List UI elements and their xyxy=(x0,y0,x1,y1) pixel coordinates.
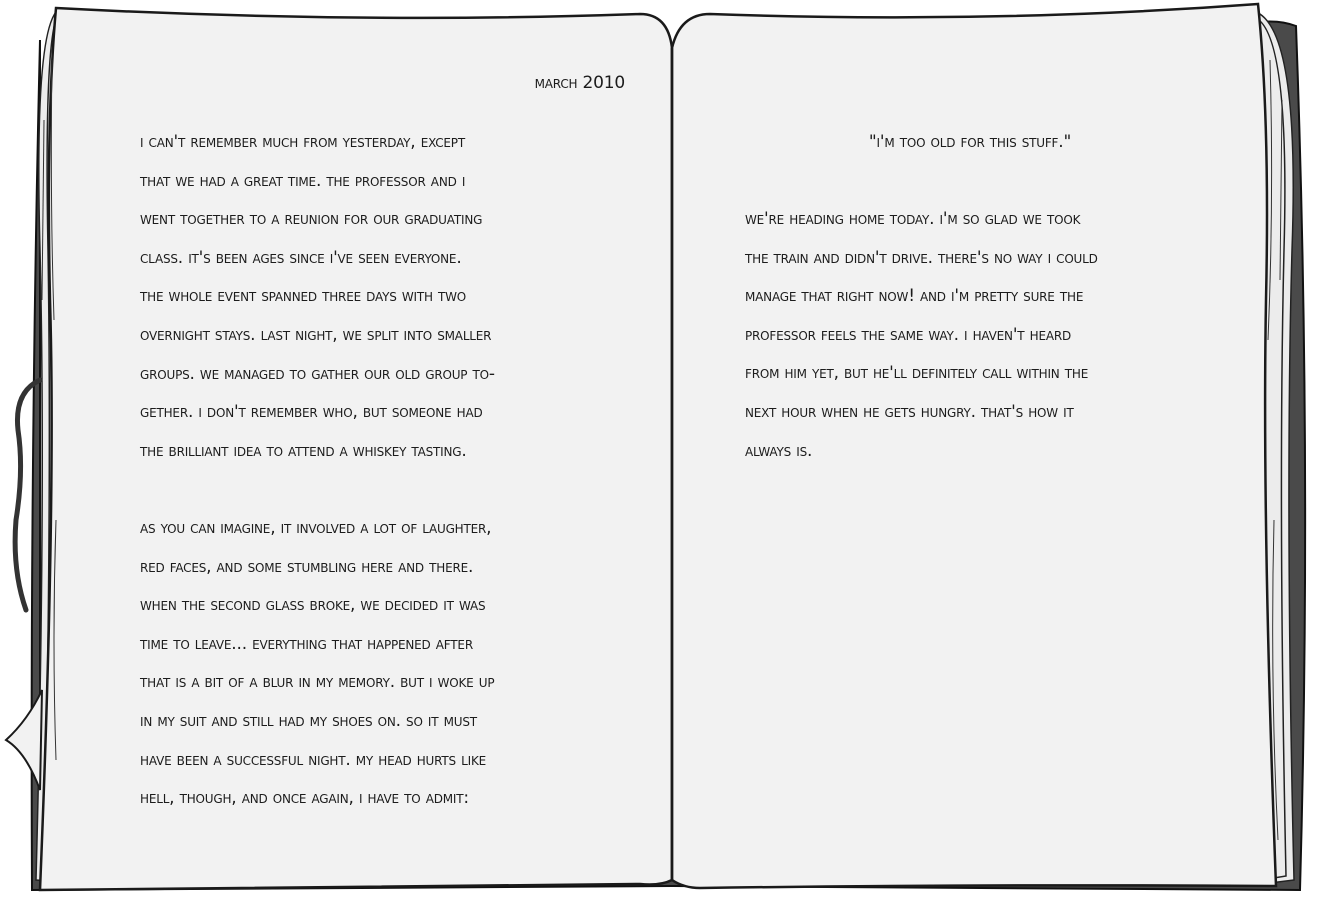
text-line: that is a bit of a blur in my memory. but i woke up xyxy=(140,672,495,693)
text-line: manage that right now! and i'm pretty sure the xyxy=(745,286,1084,307)
text-line: class. it's been ages since i've seen everyone. xyxy=(140,247,462,268)
text-line: from him yet, but he'll definitely call within the xyxy=(745,363,1089,384)
text-line: professor feels the same way. i haven't heard xyxy=(745,324,1072,345)
text-line: when the second glass broke, we decided it was xyxy=(140,595,486,616)
text-line: hell, though, and once again, i have to admit: xyxy=(140,788,469,809)
text-line: the whole event spanned three days with two xyxy=(140,286,467,307)
text-line: gether. i don't remember who, but someone had xyxy=(140,402,483,423)
text-line: the brilliant idea to attend a whiskey tasting. xyxy=(140,440,467,461)
journal-date: march 2010 xyxy=(534,73,625,93)
text-line: as you can imagine, it involved a lot of laughter, xyxy=(140,518,492,538)
text-line: have been a successful night. my head hurts like xyxy=(140,749,487,770)
page-corner-flap xyxy=(6,690,42,790)
left-paragraph-1 xyxy=(140,123,590,470)
text-line: next hour when he gets hungry. that's how it xyxy=(745,401,1074,422)
text-line: in my suit and still had my shoes on. so it must xyxy=(140,710,477,731)
text-line: the train and didn't drive. there's no way i could xyxy=(745,247,1098,268)
text-line: always is. xyxy=(745,440,813,461)
text-line: i can't remember much from yesterday, except xyxy=(140,132,465,152)
text-line: went together to a reunion for our graduating xyxy=(140,209,483,230)
text-line: that we had a great time. the professor and i xyxy=(140,170,466,191)
text-line: time to leave... everything that happened after xyxy=(140,633,473,654)
text-line: we're heading home today. i'm so glad we took xyxy=(745,209,1081,229)
left-paragraph-2 xyxy=(140,509,590,818)
journal-quote: "i'm too old for this stuff." xyxy=(868,132,1072,152)
text-line: red faces, and some stumbling here and there. xyxy=(140,556,474,577)
text-line: overnight stays. last night, we split into smaller xyxy=(140,324,492,345)
right-paragraph xyxy=(745,200,1195,470)
text-line: groups. we managed to gather our old group to- xyxy=(140,363,495,384)
